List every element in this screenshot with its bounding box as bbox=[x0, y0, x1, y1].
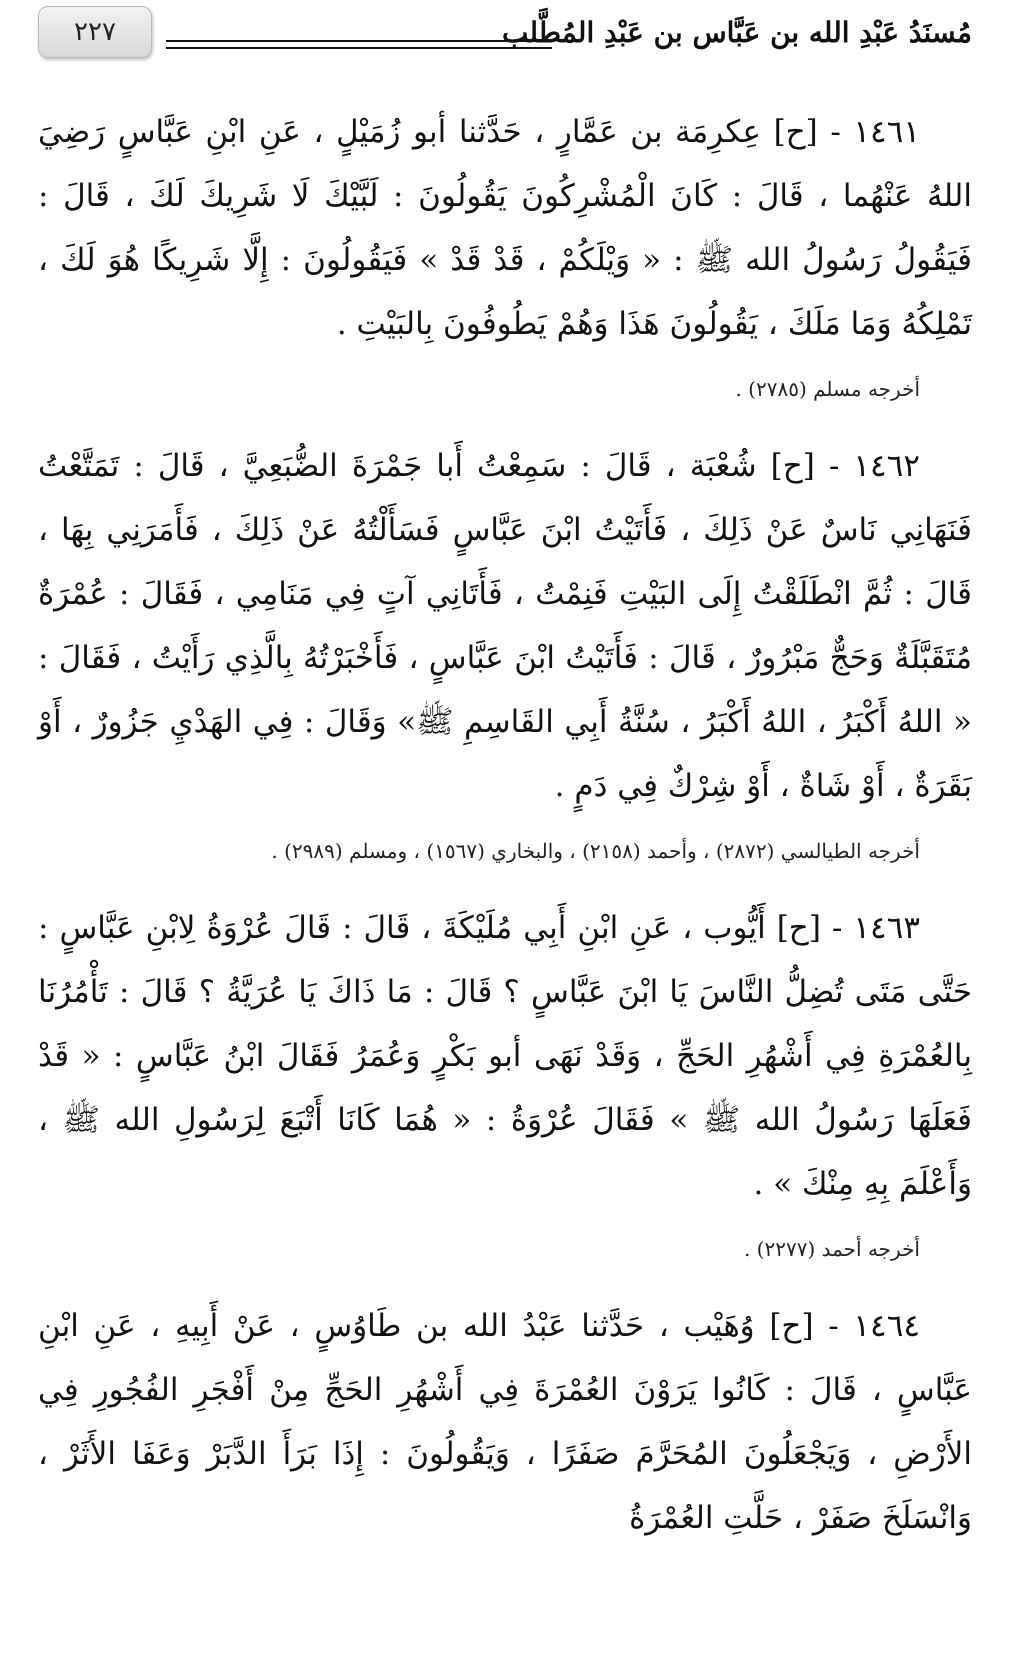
hadith-1462 bbox=[38, 434, 972, 866]
hadith-1461 bbox=[38, 100, 972, 404]
page-number-badge: ٢٢٧ bbox=[38, 6, 152, 58]
hadith-1464 bbox=[38, 1294, 972, 1550]
hadith-text: ١٤٦١ - [ح] عِكرِمَة بن عَمَّارٍ ، حَدَّثنا أبو زُمَيْلٍ ، عَنِ ابْنِ عَبَّاسٍ رَضِيَ اللهُ عَنْهُما ، قَالَ : كَانَ الْمُشْرِكُونَ يَقُولُونَ : لَبَّيْكَ لَا شَرِيكَ لَكَ ، قَالَ : فَيَقُولُ رَسُولُ الله ﷺ : « وَيْلَكُمْ ، قَدْ قَدْ » فَيَقُولُونَ : إِلَّا شَرِيكًا هُوَ لَكَ ، تَمْلِكُهُ وَمَا مَلَكَ ، يَقُولُونَ هَذَا وَهُمْ يَطُوفُونَ بِالبَيْتِ . bbox=[38, 114, 972, 342]
hadith-1463 bbox=[38, 896, 972, 1264]
page-content bbox=[38, 100, 972, 1550]
hadith-takhrij: أخرجه مسلم (٢٧٨٥) . bbox=[735, 377, 920, 401]
hadith-takhrij: أخرجه أحمد (٢٢٧٧) . bbox=[743, 1237, 920, 1261]
hadith-text: ١٤٦٢ - [ح] شُعْبَة ، قَالَ : سَمِعْتُ أَبا جَمْرَةَ الضُّبَعِيَّ ، قَالَ : تَمَتَّعْتُ فَنَهَانِي نَاسٌ عَنْ ذَلِكَ ، فَأَتَيْتُ ابْنَ عَبَّاسٍ فَسَأَلْتُهُ عَنْ ذَلِكَ ، فَأَمَرَنِي بِهَا ، قَالَ : ثُمَّ انْطَلَقْتُ إِلَى البَيْتِ فَنِمْتُ ، فَأَتَانِي آتٍ فِي مَنَامِي ، فَقَالَ : عُمْرَةٌ مُتَقَبَّلَةٌ وَحَجٌّ مَبْرُورٌ ، قَالَ : فَأَتَيْتُ ابْنَ عَبَّاسٍ ، فَأَخْبَرْتُهُ بِالَّذِي رَأَيْتُ ، فَقَالَ : « اللهُ أَكْبَرُ ، اللهُ أَكْبَرُ ، سُنَّةُ أَبِي القَاسِمِ ﷺ» وَقَالَ : فِي الهَدْيِ جَزُورٌ ، أَوْ بَقَرَةٌ ، أَوْ شَاةٌ ، أَوْ شِرْكٌ فِي دَمٍ . bbox=[38, 448, 972, 804]
page-title: مُسنَدُ عَبْدِ الله بن عَبَّاس بن عَبْدِ المُطَّلب bbox=[502, 16, 972, 49]
hadith-takhrij: أخرجه الطيالسي (٢٨٧٢) ، وأحمد (٢١٥٨) ، والبخاري (١٥٦٧) ، ومسلم (٢٩٨٩) . bbox=[271, 839, 920, 863]
page-header bbox=[38, 6, 972, 66]
hadith-text: ١٤٦٤ - [ح] وُهَيْب ، حَدَّثنا عَبْدُ الله بن طَاوُسٍ ، عَنْ أَبِيهِ ، عَنِ ابْنِ عَبَّاسٍ ، قَالَ : كَانُوا يَرَوْنَ العُمْرَةَ فِي أَشْهُرِ الحَجِّ مِنْ أَفْجَرِ الفُجُورِ فِي الأَرْضِ ، وَيَجْعَلُونَ المُحَرَّمَ صَفَرًا ، وَيَقُولُونَ : إِذَا بَرَأَ الدَّبَرْ وَعَفَا الأَثَرْ ، وَانْسَلَخَ صَفَرْ ، حَلَّتِ العُمْرَةُ bbox=[38, 1308, 972, 1536]
header-double-rule bbox=[166, 40, 552, 49]
hadith-text: ١٤٦٣ - [ح] أَيُّوب ، عَنِ ابْنِ أَبِي مُلَيْكَةَ ، قَالَ : قَالَ عُرْوَةُ لِابْنِ عَبَّاسٍ : حَتَّى مَتَى تُضِلُّ النَّاسَ يَا ابْنَ عَبَّاسٍ ؟ قَالَ : مَا ذَاكَ يَا عُرَيَّةُ ؟ قَالَ : تَأْمُرُنَا بِالعُمْرَةِ فِي أَشْهُرِ الحَجِّ ، وَقَدْ نَهَى أبو بَكْرٍ وَعُمَرُ فَقَالَ ابْنُ عَبَّاسٍ : « قَدْ فَعَلَهَا رَسُولُ الله ﷺ » فَقَالَ عُرْوَةُ : « هُمَا كَانَا أَتْبَعَ لِرَسُولِ الله ﷺ ، وَأَعْلَمَ بِهِ مِنْكَ » . bbox=[38, 910, 973, 1202]
